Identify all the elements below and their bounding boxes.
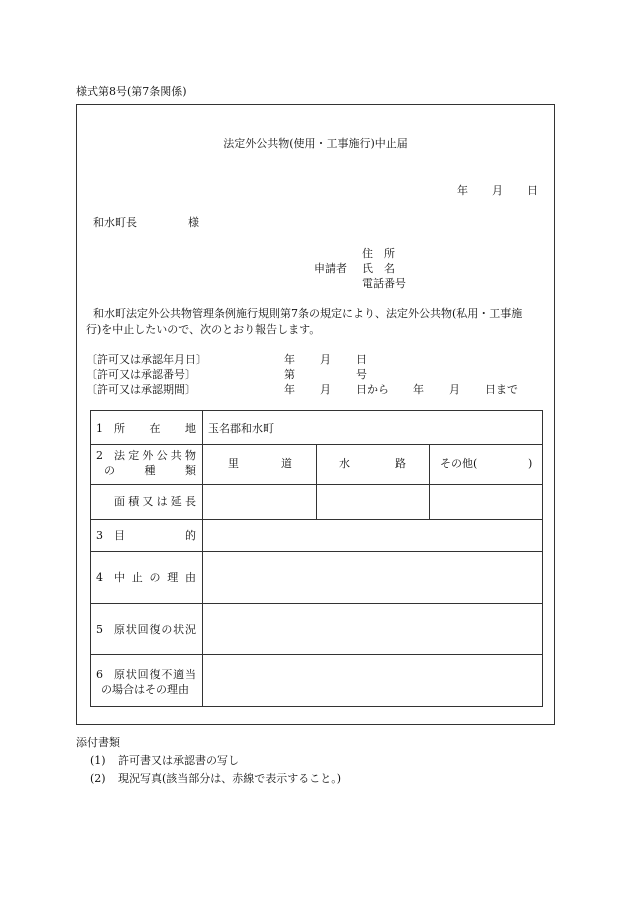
- permit-date-day: 日: [356, 353, 367, 366]
- addressee-name: 和水町長: [93, 216, 137, 229]
- row3-label: 面積又は延長: [114, 495, 196, 508]
- attachments-heading: 添付書類: [76, 736, 120, 749]
- row4-label-last: 的: [185, 529, 196, 542]
- row1-number: 1: [96, 422, 103, 435]
- row2-label-line2: の種類: [104, 464, 196, 477]
- attachment-2-text: 現況写真(該当部分は、赤線で表示すること。): [118, 772, 342, 785]
- row7-label-line1: 原状回復不適当: [114, 668, 196, 681]
- row5-number: 4: [96, 571, 103, 584]
- type-option-road: 里道: [228, 457, 292, 470]
- attachment-1-text: 許可書又は承認書の写し: [118, 754, 239, 767]
- permit-period-year1: 年: [284, 383, 295, 396]
- permit-date-month: 月: [320, 353, 331, 366]
- attachment-1-number: (1): [90, 754, 106, 767]
- permit-date-year: 年: [284, 353, 295, 366]
- permit-period-label: 〔許可又は承認期間〕: [86, 383, 196, 396]
- permit-period-until: 日まで: [485, 383, 518, 396]
- row1-label: 所在地: [114, 422, 196, 435]
- row1-value: 玉名郡和水町: [208, 422, 274, 435]
- name-label: 氏 名: [362, 262, 395, 275]
- type-option-waterway: 水路: [339, 457, 406, 470]
- body-text-line1: 和水町法定外公共物管理条例施行規則第7条の規定により、法定外公共物(私用・工事施: [93, 307, 523, 320]
- date-year: 年: [457, 184, 468, 197]
- permit-number-label: 〔許可又は承認番号〕: [86, 368, 196, 381]
- permit-period-year2: 年: [413, 383, 424, 396]
- type-option-other-suffix: ): [528, 457, 533, 470]
- body-text-line2: 行)を中止したいので、次のとおり報告します。: [86, 323, 321, 336]
- type-option-other-prefix: その他(: [440, 457, 478, 470]
- applicant-label: 申請者: [314, 262, 347, 275]
- addressee-honorific: 様: [188, 216, 199, 229]
- row2-label-line1: 法定外公共物: [114, 449, 196, 462]
- address-label: 住 所: [362, 247, 395, 260]
- form-number: 様式第8号(第7条関係): [76, 85, 187, 98]
- row4-number: 3: [96, 529, 103, 542]
- row4-label-first: 目: [114, 529, 125, 542]
- permit-number-suffix: 号: [356, 368, 367, 381]
- phone-label: 電話番号: [362, 277, 406, 290]
- row7-number: 6: [96, 668, 103, 681]
- attachment-2-number: (2): [90, 772, 106, 785]
- row7-label-line2: の場合はその理由: [101, 683, 189, 696]
- date-day: 日: [527, 184, 538, 197]
- row5-label: 中止の理由: [114, 571, 196, 584]
- row2-number: 2: [96, 449, 103, 462]
- row6-number: 5: [96, 623, 103, 636]
- permit-date-label: 〔許可又は承認年月日〕: [86, 353, 207, 366]
- permit-number-prefix: 第: [284, 368, 295, 381]
- permit-period-from: 日から: [356, 383, 389, 396]
- permit-period-month2: 月: [449, 383, 460, 396]
- date-month: 月: [492, 184, 503, 197]
- form-title: 法定外公共物(使用・工事施行)中止届: [223, 137, 408, 150]
- permit-period-month1: 月: [320, 383, 331, 396]
- row6-label: 原状回復の状況: [114, 623, 196, 636]
